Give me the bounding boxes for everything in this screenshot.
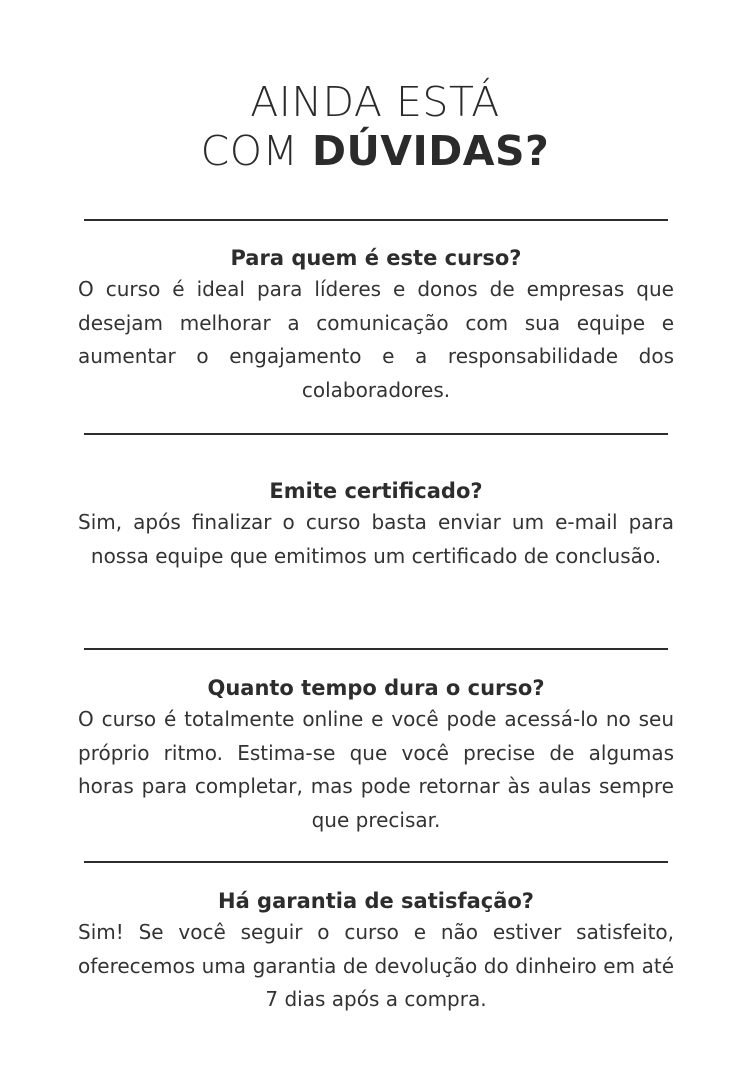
faq-question: Para quem é este curso? [230, 246, 522, 270]
faq-question: Há garantia de satisfação? [218, 889, 534, 913]
faq-question: Emite certificado? [269, 479, 483, 503]
faq-item [78, 243, 674, 407]
faq-item [78, 886, 674, 1017]
page-title-line-1: AINDA ESTÁ [250, 78, 500, 126]
divider [84, 861, 668, 863]
faq-item [78, 673, 674, 837]
page-title-emphasis: DÚVIDAS? [311, 127, 550, 175]
divider [84, 433, 668, 435]
page-title-line-2-prefix: COM [200, 127, 312, 175]
faq-answer: Sim! Se você seguir o curso e não estiver satisfeito, oferecemos uma garantia de devolução do dinheiro em até 7 dias após a compra. [78, 920, 674, 1011]
faq-question: Quanto tempo dura o curso? [207, 676, 545, 700]
faq-answer: Sim, após finalizar o curso basta enviar um e-mail para nossa equipe que emitimos um certificado de conclusão. [78, 510, 674, 568]
faq-item [78, 476, 674, 573]
divider [84, 219, 668, 221]
page-title-line-2 [0, 127, 750, 176]
page-title [0, 78, 750, 176]
faq-answer: O curso é ideal para líderes e donos de empresas que desejam melhorar a comunicação com sua equipe e aumentar o engajamento e a responsabilidade dos colaboradores. [78, 277, 674, 402]
faq-answer: O curso é totalmente online e você pode acessá-lo no seu próprio ritmo. Estima-se que você precise de algumas horas para completar, mas pode retornar às aulas sempre que precisar. [78, 707, 674, 832]
divider [84, 648, 668, 650]
